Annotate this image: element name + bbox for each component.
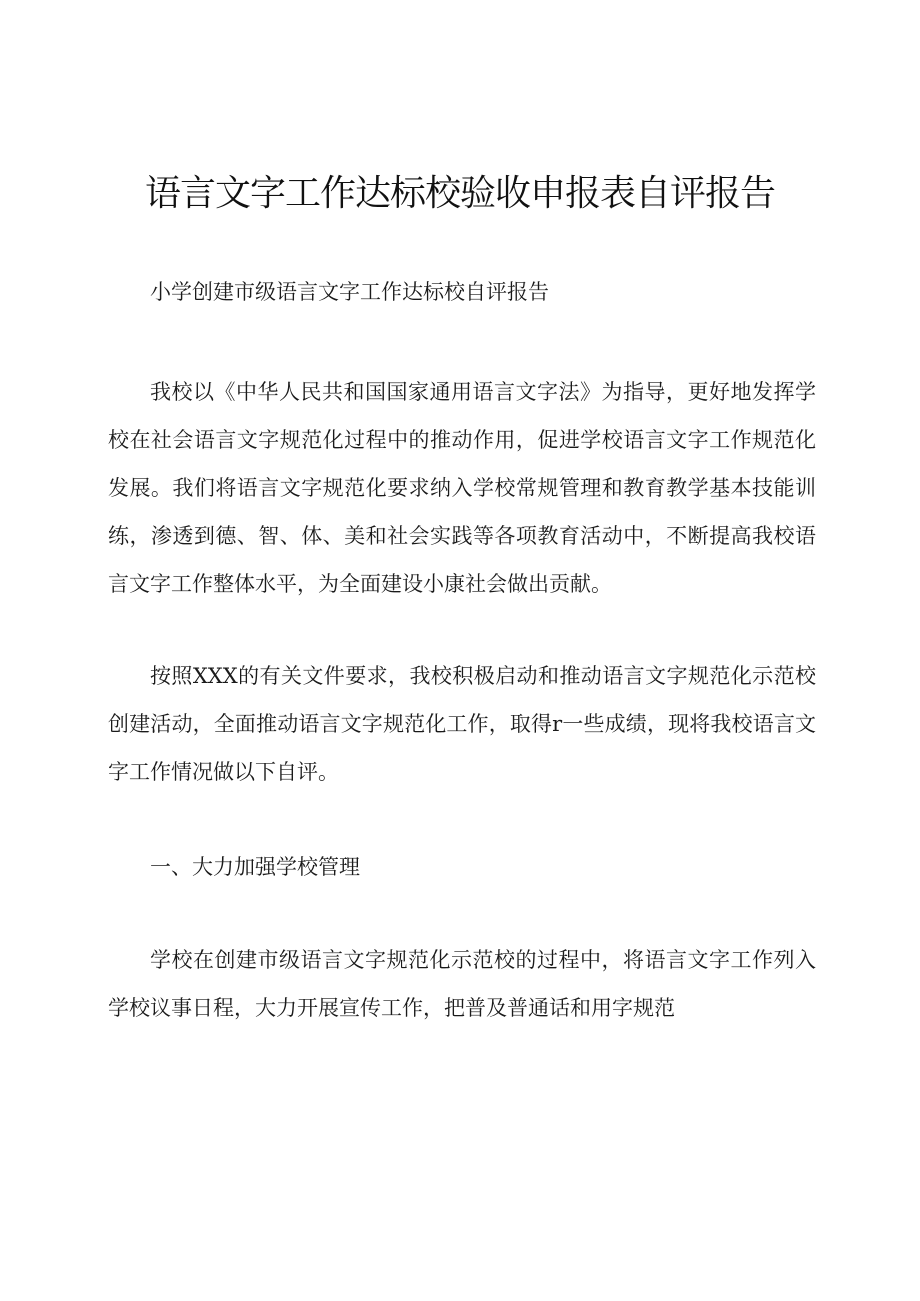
document-title: 语言文字工作达标校验收申报表自评报告: [144, 173, 775, 214]
section-heading-1: 一、大力加强学校管理: [150, 855, 360, 879]
paragraph-requirements: 按照XXX的有关文件要求，我校积极启动和推动语言文字规范化示范校创建活动，全面推动语言文字规范化工作，取得r一些成绩，现将我校语言文字工作情况做以下自评。: [108, 664, 816, 784]
document-subtitle: 小学创建市级语言文字工作达标校自评报告: [150, 280, 549, 304]
paragraph-intro: 我校以《中华人民共和国国家通用语言文字法》为指导，更好地发挥学校在社会语言文字规范化过程中的推动作用，促进学校语言文字工作规范化发展。我们将语言文字规范化要求纳入学校常规管理和教育教学基本技能训练，渗透到德、智、体、美和社会实践等各项教育活动中，不断提高我校语言文字工作整体水平，为全面建设小康社会做出贡献。: [108, 380, 816, 596]
section-1-paragraph: 学校在创建市级语言文字规范化示范校的过程中，将语言文字工作列入学校议事日程，大力开展宣传工作，把普及普通话和用字规范: [108, 948, 816, 1020]
